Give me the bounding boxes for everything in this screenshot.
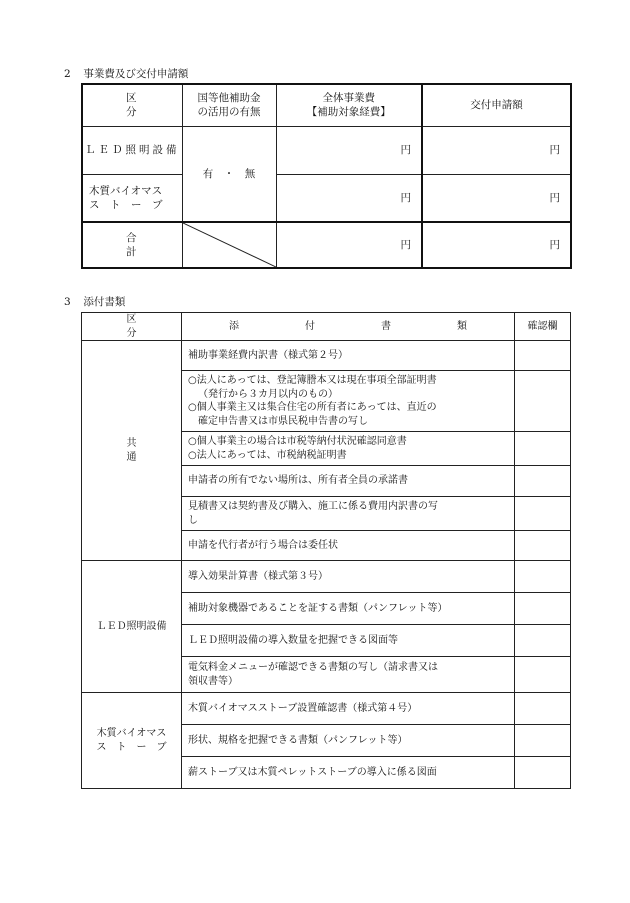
group-led-label: ＬＥＤ照明設備	[82, 561, 182, 693]
doc-led-1	[182, 561, 515, 593]
row-biomass-label-line2: ス ト ー ブ	[89, 198, 163, 211]
group-biomass-label	[82, 693, 182, 789]
doc-common-2	[182, 371, 515, 432]
group-biomass-label-line1: 木質バイオマス	[96, 728, 167, 739]
doc-line: 領収書等）	[188, 675, 238, 687]
section3-title	[64, 294, 125, 309]
check-common-5[interactable]	[515, 497, 571, 531]
check-biomass-3[interactable]	[515, 757, 571, 789]
row-biomass-label	[82, 174, 182, 222]
doc-line: ○個人事業主又は集合住宅の所有者にあっては、直近の	[188, 402, 437, 413]
attachments-header-category: 区 分	[82, 313, 182, 341]
doc-biomass-2	[182, 725, 515, 757]
doc-common-6	[182, 531, 515, 561]
cost-table-header-other-aid	[182, 84, 276, 126]
group-biomass-label-line2: ス ト ー ブ	[96, 741, 167, 753]
row-led-grant-field[interactable]: 円	[422, 126, 571, 174]
doc-line: 電気料金メニューが確認できる書類の写し（請求書又は	[188, 662, 438, 673]
section2-number: 2	[64, 68, 71, 80]
check-common-3[interactable]	[515, 432, 571, 466]
doc-line: （発行から３カ月以内のもの）	[198, 388, 338, 400]
header-other-aid-line1: 国等他補助金	[197, 92, 261, 105]
row-biomass-grant-field[interactable]: 円	[422, 174, 571, 222]
doc-led-4	[182, 657, 515, 693]
check-led-1[interactable]	[515, 561, 571, 593]
doc-line: 確定申告書又は市県民税申告書の写し	[198, 415, 368, 427]
doc-line: 形状、規格を把握できる書類（パンフレット等）	[188, 734, 408, 746]
doc-line: 申請者の所有でない場所は、所有者全員の承諾書	[188, 475, 408, 487]
check-biomass-1[interactable]	[515, 693, 571, 725]
check-biomass-2[interactable]	[515, 725, 571, 757]
doc-line: 木質バイオマスストーブ設置確認書（様式第４号）	[188, 702, 418, 714]
other-aid-choice[interactable]: 有 ・ 無	[182, 126, 276, 222]
section3-title-text: 添付書類	[83, 296, 126, 308]
table-row	[82, 341, 571, 371]
table-row	[82, 126, 571, 174]
doc-line: ＬＥＤ照明設備の導入数量を把握できる図面等	[188, 634, 398, 646]
row-led-label: ＬＥＤ照明設備	[82, 126, 182, 174]
total-diagonal-cell	[182, 222, 276, 268]
doc-line: 申請を代行者が行う場合は委任状	[188, 539, 338, 551]
row-biomass-label-line1: 木質バイオマス	[89, 184, 163, 197]
header-total-cost-line1: 全体事業費	[322, 92, 375, 105]
total-cost-field[interactable]: 円	[276, 222, 422, 268]
doc-line: 見積書又は契約書及び購入、施工に係る費用内訳書の写	[188, 501, 438, 512]
table-row	[82, 174, 571, 222]
row-biomass-total-cost-field[interactable]: 円	[276, 174, 422, 222]
doc-line: 補助事業経費内訳書（様式第２号）	[188, 349, 348, 361]
group-common-label: 共 通	[82, 341, 182, 561]
check-led-4[interactable]	[515, 657, 571, 693]
header-other-aid-line2: の活用の有無	[197, 106, 261, 119]
total-label: 合 計	[82, 222, 182, 268]
doc-led-3	[182, 625, 515, 657]
doc-led-2	[182, 593, 515, 625]
doc-line: ○法人にあっては、登記簿謄本又は現在事項全部証明書	[188, 375, 437, 386]
check-common-1[interactable]	[515, 341, 571, 371]
attachments-header-check: 確認欄	[515, 313, 571, 341]
table-row	[82, 693, 571, 725]
header-total-cost-line2: 【補助対象経費】	[306, 106, 391, 119]
check-common-4[interactable]	[515, 466, 571, 497]
doc-line: ○法人にあっては、市税納税証明書	[188, 449, 347, 461]
doc-biomass-3	[182, 757, 515, 789]
doc-line: 補助対象機器であることを証する書類（パンフレット等）	[188, 602, 448, 614]
check-led-2[interactable]	[515, 593, 571, 625]
total-grant-field[interactable]: 円	[422, 222, 571, 268]
check-common-2[interactable]	[515, 371, 571, 432]
section2-title	[64, 66, 188, 81]
table-row-total	[82, 222, 571, 268]
section3-number: 3	[64, 296, 71, 308]
cost-table-header-total-cost	[276, 84, 422, 126]
doc-common-5	[182, 497, 515, 531]
doc-common-3	[182, 432, 515, 466]
check-led-3[interactable]	[515, 625, 571, 657]
doc-biomass-1	[182, 693, 515, 725]
doc-line: し	[188, 514, 198, 526]
doc-line: 導入効果計算書（様式第３号）	[188, 570, 328, 582]
doc-line: 薪ストーブ又は木質ペレットストーブの導入に係る図面	[188, 766, 437, 778]
cost-table	[81, 83, 572, 269]
attachments-table	[81, 312, 571, 789]
doc-line: ○個人事業主の場合は市税等納付状況確認同意書	[188, 436, 407, 447]
table-row	[82, 561, 571, 593]
cost-table-header-category: 区 分	[82, 84, 182, 126]
doc-common-1	[182, 341, 515, 371]
check-common-6[interactable]	[515, 531, 571, 561]
doc-common-4	[182, 466, 515, 497]
cost-table-header-grant: 交付申請額	[422, 84, 571, 126]
attachments-header-documents: 添 付 書 類	[182, 313, 515, 341]
section2-title-text: 事業費及び交付申請額	[83, 68, 189, 80]
row-led-total-cost-field[interactable]: 円	[276, 126, 422, 174]
diagonal-line	[183, 223, 276, 267]
